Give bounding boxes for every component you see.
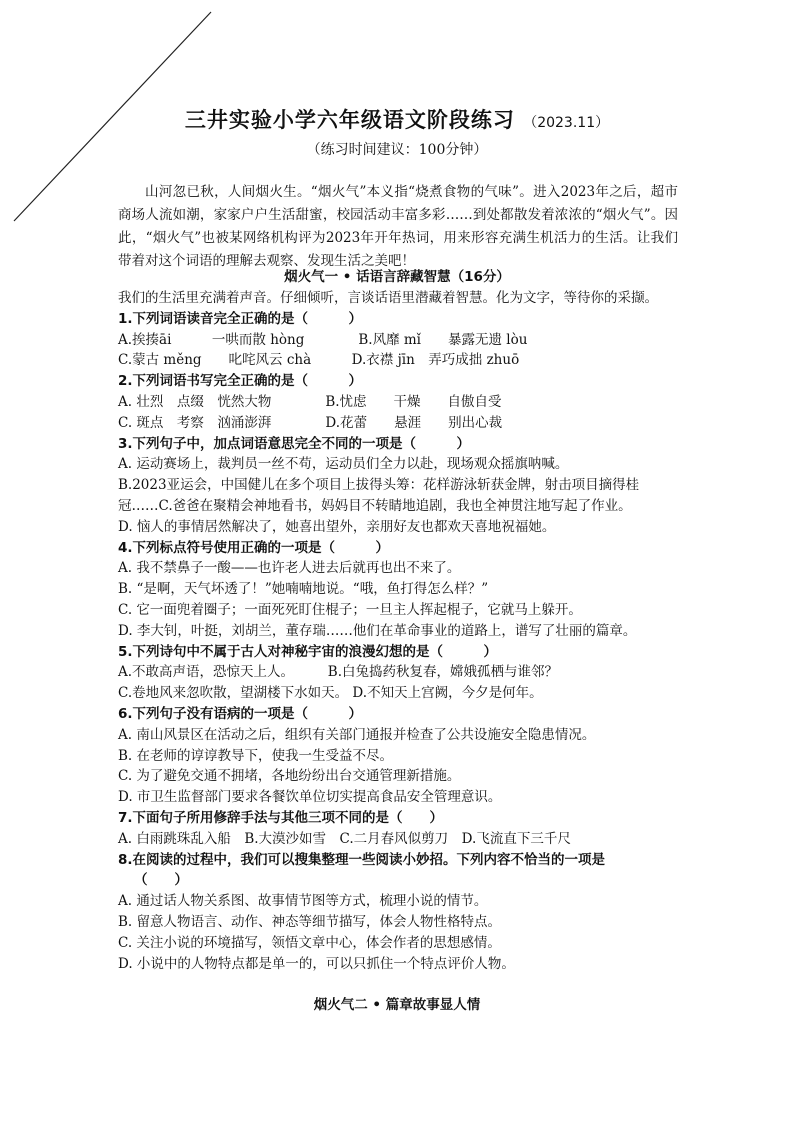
text-line: A. 我不禁鼻子一酸——也许老人进去后就再也出不来了。: [118, 560, 461, 577]
question-stem: 5.下列诗句中不属于古人对神秘宇宙的浪漫幻想的是（ ）: [118, 643, 498, 660]
text-line: B. 留意人物语言、动作、神态等细节描写，体会人物性格特点。: [118, 913, 502, 930]
question-stem: 6.下列句子没有语病的一项是（ ）: [118, 705, 363, 722]
question-stem: 4.下列标点符号使用正确的一项是（ ）: [118, 539, 390, 556]
question-stem: 8.在阅读的过程中，我们可以搜集整理一些阅读小妙招。下列内容不恰当的一项是: [118, 851, 606, 868]
text-line: D. 市卫生监督部门要求各餐饮单位切实提高食品安全管理意识。: [118, 789, 502, 806]
subtitle: （练习时间建议：100分钟）: [306, 142, 488, 158]
text-line: B. “是啊，天气坏透了！”她喃喃地说。“哦，鱼打得怎么样？”: [118, 581, 489, 598]
text-line: D. 李大钊，叶挺，刘胡兰，董存瑞……他们在革命事业的道路上，谱写了壮丽的篇章。: [118, 622, 637, 639]
text-line: C. 它一面兜着圈子；一面死死盯住棍子；一旦主人挥起棍子，它就马上躲开。: [118, 601, 582, 618]
text-line: A.挨揍āi 一哄而散 hòng B.风靡 mǐ 暴露无遗 lòu: [118, 331, 528, 348]
text-line: A. 南山风景区在活动之后，组织有关部门通报并检查了公共设施安全隐患情况。: [118, 726, 596, 743]
title-date: （2023.11）: [523, 115, 610, 131]
question-stem: 3.下列句子中，加点词语意思完全不同的一项是（ ）: [118, 435, 471, 452]
page-title: [0, 104, 794, 134]
text-line: A. 白雨跳珠乱入船 B.大漠沙如雪 C.二月春风似剪刀 D.飞流直下三千尺: [118, 830, 571, 847]
text-line: C. 为了避免交通不拥堵，各地纷纷出台交通管理新措施。: [118, 768, 461, 785]
question-stem: 1.下列词语读音完全正确的是（ ）: [118, 310, 363, 327]
text-line: A. 壮烈 点缀 恍然大物 B.忧虑 干燥 自傲自受: [118, 393, 502, 410]
section1-title: 烟火气一 • 话语言辞藏智慧（16分）: [284, 269, 510, 285]
text-line: A. 通过话人物关系图、故事情节图等方式，梳理小说的情节。: [118, 893, 488, 910]
text-line: B.2023亚运会，中国健儿在多个项目上拔得头筹：花样游泳斩获金牌，射击项目摘得桂: [118, 477, 640, 494]
text-line: C.卷地风来忽吹散，望湖楼下水如天。 D.不知天上宫阙，今夕是何年。: [118, 685, 543, 702]
text-line: A.不敢高声语，恐惊天上人。 B.白兔捣药秋复春，嫦娥孤栖与谁邻？: [118, 664, 559, 681]
text-line: A. 运动赛场上，裁判员一丝不苟，运动员们全力以赴，现场观众摇旗呐喊。: [118, 456, 569, 473]
text-line: D. 小说中的人物特点都是单一的，可以只抓住一个特点评价人物。: [118, 955, 515, 972]
text-line: C. 关注小说的环境描写，领悟文章中心，体会作者的思想感情。: [118, 934, 501, 951]
question-stem: （ ）: [134, 872, 188, 889]
question-lines: [118, 288, 688, 974]
text-line: B. 在老师的谆谆教导下，使我一生受益不尽。: [118, 747, 394, 764]
question-stem: 2.下列词语书写完全正确的是（ ）: [118, 373, 363, 390]
intro-paragraph: 山河忽已秋，人间烟火生。“烟火气”本义指“烧煮食物的气味”。进入2023年之后，超市商场人流如潮，家家户户生活甜蜜，校园活动丰富多彩……到处都散发着浓浓的“烟火气”。因此，“烟火气”也被某网络机构评为2023年开年热词，用来形容充满生机活力的生活。让我们带着对这个词语的理解去观察、发现生活之美吧！: [118, 184, 678, 269]
text-line: C. 斑点 考察 汹涌澎湃 D.花蕾 悬涯 别出心裁: [118, 414, 503, 431]
text-line: 冠……C.爸爸在聚精会神地看书，妈妈目不转睛地追剧，我也全神贯注地写起了作业。: [118, 497, 632, 514]
title-text: 三井实验小学六年级语文阶段练习: [184, 108, 515, 132]
text-line: 我们的生活里充满着声音。仔细倾听，言谈话语里潜藏着智慧。化为文字，等待你的采撷。: [118, 290, 658, 306]
text-line: C.蒙古 měng 叱咤风云 chà D.衣襟 jīn 弄巧成拙 zhuō: [118, 352, 520, 369]
section2-title: 烟火气二 • 篇章故事显人情: [313, 997, 481, 1013]
text-line: D. 恼人的事情居然解决了，她喜出望外，亲朋好友也都欢天喜地祝福她。: [118, 518, 556, 535]
question-stem: 7.下面句子所用修辞手法与其他三项不同的是（ ）: [118, 809, 444, 826]
